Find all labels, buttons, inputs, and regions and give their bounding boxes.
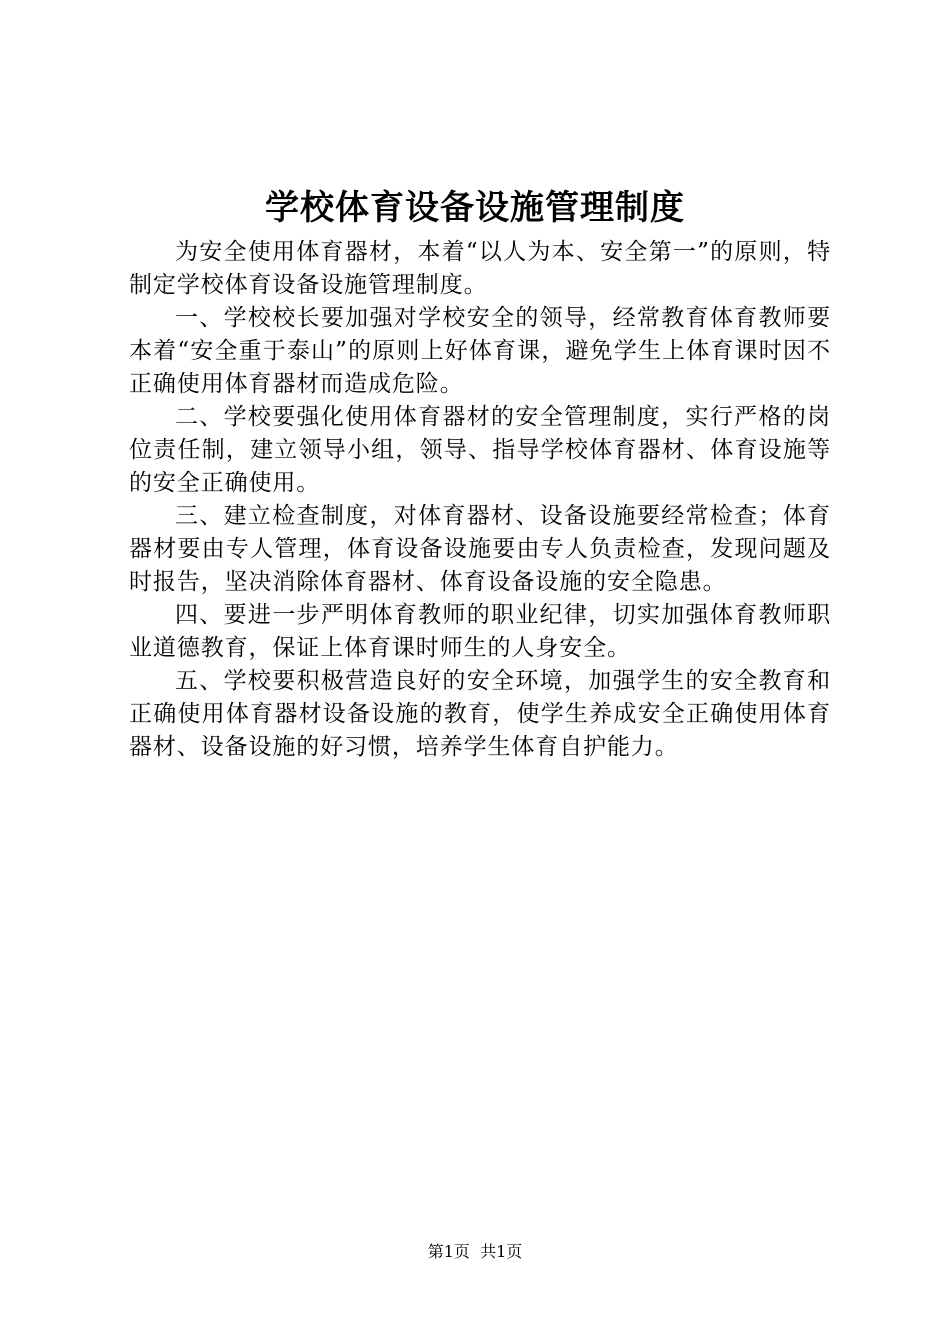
paragraph-intro: 为安全使用体育器材，本着“以人为本、安全第一”的原则，特制定学校体育设备设施管理制度。	[129, 239, 831, 298]
paragraph-item-5: 五、学校要积极营造良好的安全环境，加强学生的安全教育和正确使用体育器材设备设施的教育，使学生养成安全正确使用体育器材、设备设施的好习惯，培养学生体育自护能力。	[129, 668, 831, 760]
paragraph-item-2: 二、学校要强化使用体育器材的安全管理制度，实行严格的岗位责任制，建立领导小组，领导、指导学校体育器材、体育设施等的安全正确使用。	[129, 404, 831, 496]
paragraph-item-4: 四、要进一步严明体育教师的职业纪律，切实加强体育教师职业道德教育，保证上体育课时师生的人身安全。	[129, 602, 831, 661]
page-number-current: 第1页	[427, 1242, 470, 1261]
page-number-total: 共1页	[480, 1242, 523, 1261]
paragraph-item-3: 三、建立检查制度，对体育器材、设备设施要经常检查；体育器材要由专人管理，体育设备设施要由专人负责检查，发现问题及时报告，坚决消除体育器材、体育设备设施的安全隐患。	[129, 503, 831, 595]
document-body	[129, 236, 831, 764]
page-footer	[0, 1241, 950, 1263]
paragraph-item-1: 一、学校校长要加强对学校安全的领导，经常教育体育教师要本着“安全重于泰山”的原则上好体育课，避免学生上体育课时因不正确使用体育器材而造成危险。	[129, 305, 831, 397]
document-title: 学校体育设备设施管理制度	[265, 188, 685, 228]
footer-separator	[470, 1242, 480, 1261]
